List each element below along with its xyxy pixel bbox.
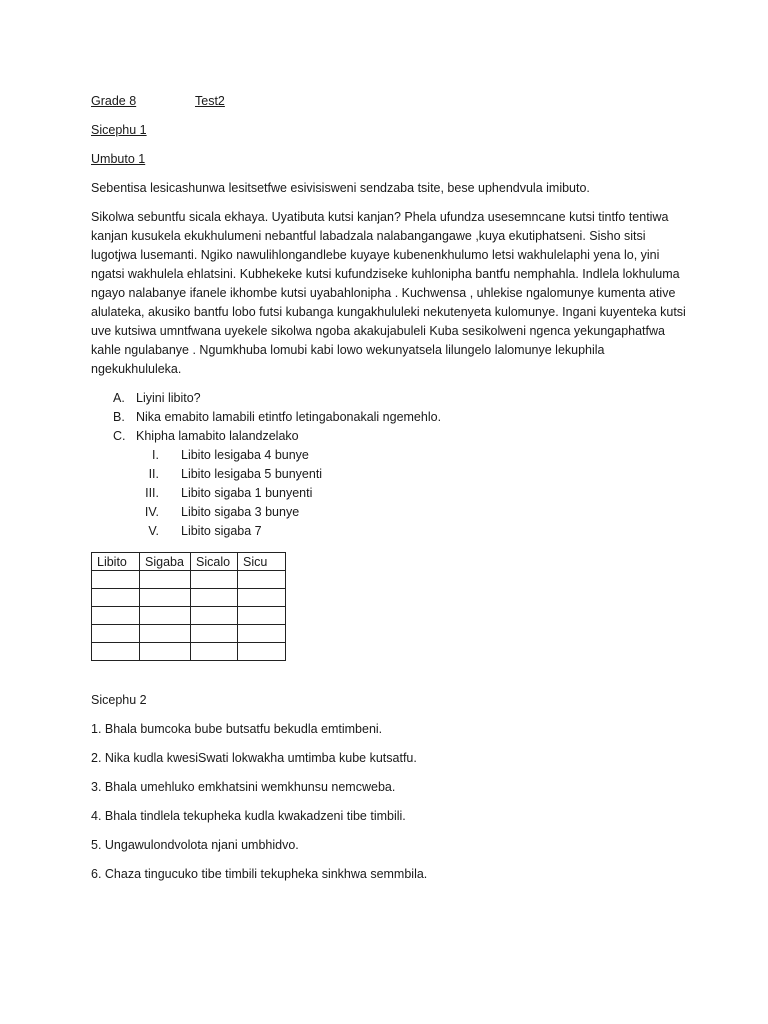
grade-test-line (91, 92, 691, 111)
table-cell (238, 589, 286, 607)
table-cell (92, 643, 140, 661)
table-cell (191, 607, 238, 625)
list-item (91, 427, 691, 446)
table-cell (191, 643, 238, 661)
list-item-text: Libito lesigaba 4 bunye (181, 448, 309, 462)
answer-table (91, 552, 286, 661)
list-marker: C. (113, 429, 126, 443)
column-header: Libito (92, 553, 140, 571)
table-cell (140, 607, 191, 625)
section-2-question: 3. Bhala umehluko emkhatsini wemkhunsu nemcweba. (91, 780, 396, 794)
table-cell (238, 643, 286, 661)
table-row (92, 625, 286, 643)
column-header: Sicu (238, 553, 286, 571)
section-1-text: Sicephu 1 (91, 123, 147, 137)
table-cell (191, 589, 238, 607)
section-1-heading (91, 121, 691, 140)
document-page (91, 92, 691, 894)
table-row (92, 571, 286, 589)
list-item (91, 446, 691, 465)
column-header: Sicalo (191, 553, 238, 571)
table-cell (140, 571, 191, 589)
list-item-text: Libito sigaba 3 bunye (181, 505, 300, 519)
table-cell (191, 625, 238, 643)
section-2-question: 6. Chaza tingucuko tibe timbili tekupheka sinkhwa semmbila. (91, 867, 428, 881)
list-marker: II. (148, 467, 159, 481)
list-item (91, 522, 691, 541)
section-2-question: 5. Ungawulondvolota njani umbhidvo. (91, 838, 299, 852)
question-1-text: Umbuto 1 (91, 152, 146, 166)
section-2-question: 2. Nika kudla kwesiSwati lokwakha umtimba kube kutsatfu. (91, 751, 417, 765)
test-label: Test2 (195, 94, 225, 108)
table-cell (92, 589, 140, 607)
list-item (91, 408, 691, 427)
table-row (92, 643, 286, 661)
list-marker: V. (148, 524, 159, 538)
instruction-text: Sebentisa lesicashunwa lesitsetfwe esivisisweni sendzaba tsite, bese uphendvula imibuto. (91, 181, 590, 195)
question-1-heading (91, 150, 691, 169)
table-cell (92, 571, 140, 589)
list-item (91, 484, 691, 503)
list-item (91, 503, 691, 522)
list-item (91, 389, 691, 408)
table-cell (140, 589, 191, 607)
section-2-heading: Sicephu 2 (91, 693, 147, 707)
section-2-question: 1. Bhala bumcoka bube butsatfu bekudla emtimbeni. (91, 722, 383, 736)
list-item-text: Khipha lamabito lalandzelako (136, 429, 299, 443)
table-cell (191, 571, 238, 589)
table-row (92, 589, 286, 607)
grade-label: Grade 8 (91, 94, 137, 108)
column-header: Sigaba (140, 553, 191, 571)
list-item-text: Libito sigaba 7 (181, 524, 262, 538)
table-cell (140, 643, 191, 661)
section-2-question: 4. Bhala tindlela tekupheka kudla kwakadzeni tibe timbili. (91, 809, 406, 823)
list-marker: B. (113, 410, 125, 424)
table-header-row (92, 553, 286, 571)
table-cell (140, 625, 191, 643)
list-marker: IV. (144, 505, 159, 519)
table-cell (238, 571, 286, 589)
table-cell (238, 625, 286, 643)
passage-text: Sikolwa sebuntfu sicala ekhaya. Uyatibuta kutsi kanjan? Phela ufundza usesemncane kutsi tintfo tentiwa kanjan kusukela ekukhulumeni nebantful labadzala nalabangangawe ,kuya ekutiphatseni. Sisho sitsi lugotjwa lusemanti. Ngiko nawulihlongandlebe kuyaye kubenenkhulumo letsi wakhulelaphi yena lo, yini ngatsi wakhulela ehlatsini. Kubhekeke kutsi kufundziseke kuhlonipha bantfu nemphahla. Indlela lokhuluma ngayo nalabanye ifanele ikhombe kutsi uyabahlonipha . Kuchwensa , uhlekise ngalomunye kumenta ative alulateka, akusiko bantfu lobo futsi kubanga kungakhululeki nekutenyeta kulomunye. Ingani kuyenteka kutsi uve kutsiwa umntfwana uyekele sikolwa ngoba akakujabuleli Kuba sesikolweni ngenca yekungaphatfwa kahle ngulabanye . Ngumkhuba lomubi kabi lowo wekunyatsela lilungelo lalomunye lekuphila ngekukhululeka. (91, 210, 686, 376)
table-cell (238, 607, 286, 625)
table-cell (92, 607, 140, 625)
list-marker: I. (152, 448, 159, 462)
list-item-text: Nika emabito lamabili etintfo letingabonakali ngemehlo. (136, 410, 442, 424)
list-item-text: Liyini libito? (136, 391, 201, 405)
list-marker: A. (113, 391, 125, 405)
list-item (91, 465, 691, 484)
question-list (91, 389, 691, 446)
list-marker: III. (145, 486, 159, 500)
table-cell (92, 625, 140, 643)
list-item-text: Libito lesigaba 5 bunyenti (181, 467, 323, 481)
list-item-text: Libito sigaba 1 bunyenti (181, 486, 313, 500)
table-row (92, 607, 286, 625)
sub-item-list (91, 446, 691, 541)
